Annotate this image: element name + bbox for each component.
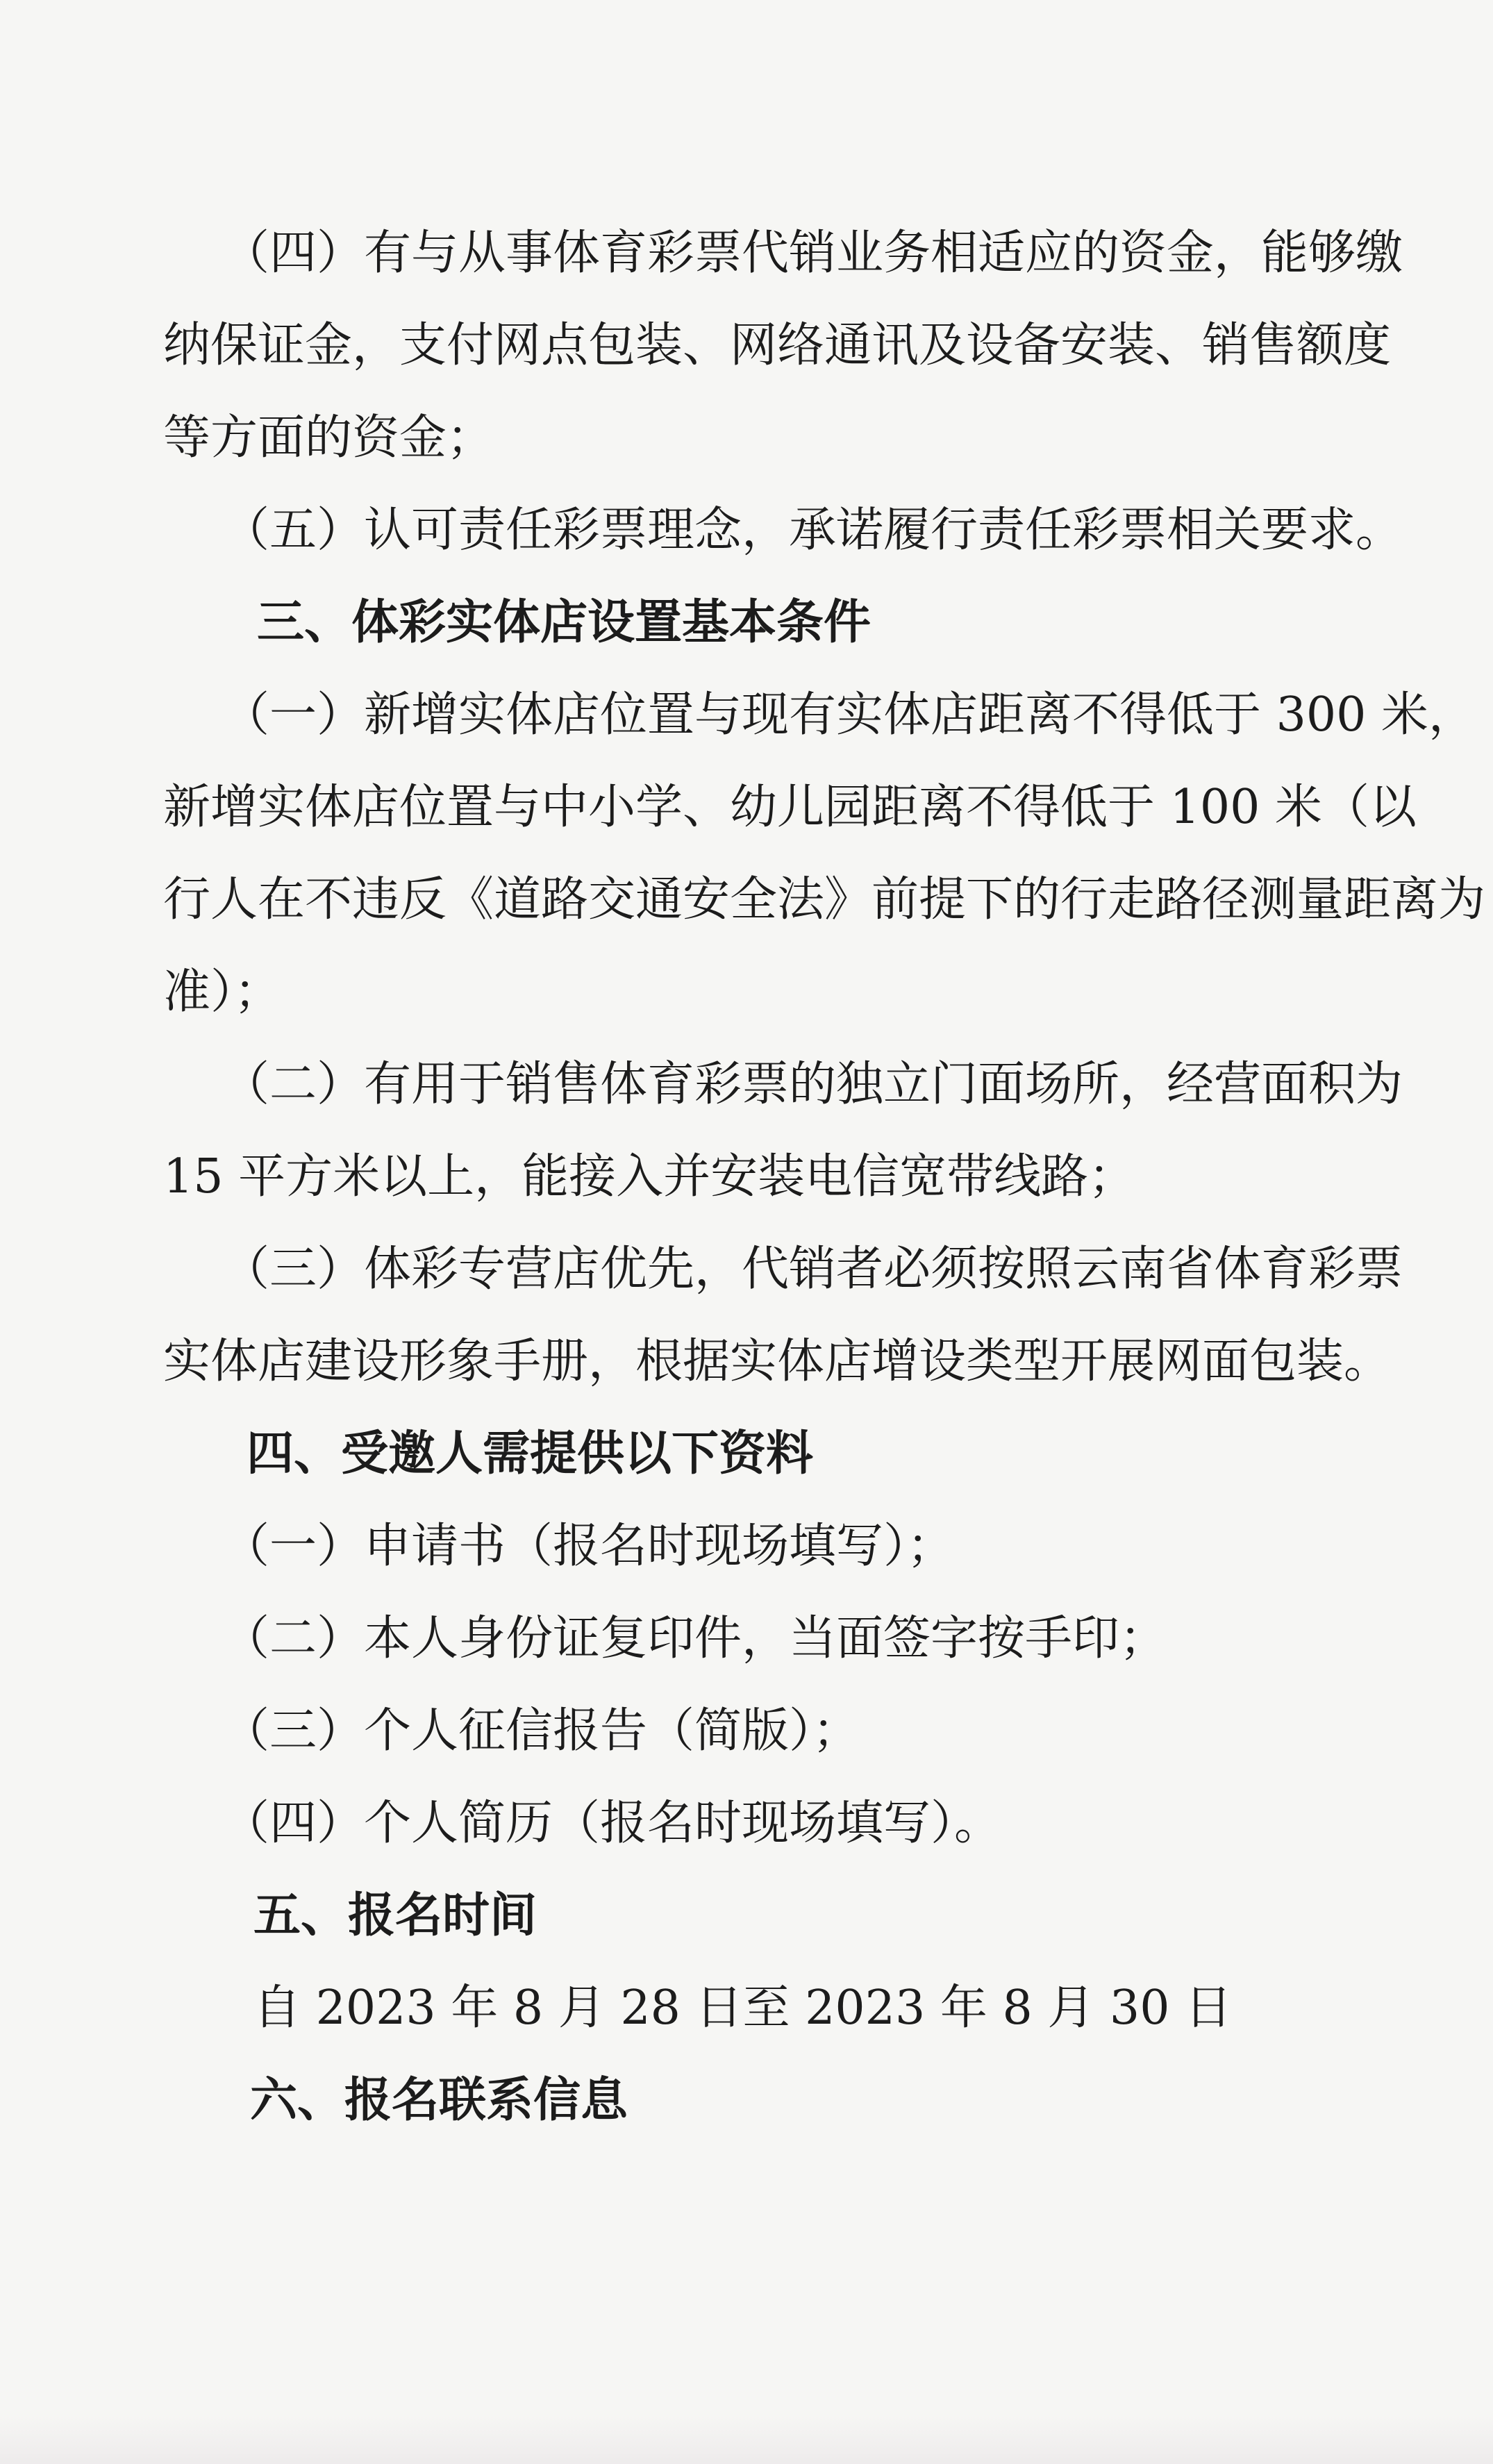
store-distance-line-1: （一）新增实体店位置与现有实体店距离不得低于 300 米， (222, 688, 1476, 742)
material-item-id-copy: （二）本人身份证复印件，当面签字按手印； (222, 1611, 1167, 1666)
section4-heading: 四、受邀人需提供以下资料 (247, 1426, 814, 1481)
store-premises-line-1: （二）有用于销售体育彩票的独立门面场所，经营面积为 (222, 1057, 1403, 1112)
store-image-line-1: （三）体彩专营店优先，代销者必须按照云南省体育彩票 (222, 1242, 1403, 1297)
store-distance-line-3: 行人在不违反《道路交通安全法》前提下的行走路径测量距离为 (163, 872, 1486, 927)
registration-period: 自 2023 年 8 月 28 日至 2023 年 8 月 30 日 (253, 1981, 1233, 2036)
material-item-resume: （四）个人简历（报名时现场填写）。 (222, 1796, 1002, 1851)
store-image-line-2: 实体店建设形象手册，根据实体店增设类型开展网面包装。 (163, 1334, 1392, 1389)
item-responsible-lottery: （五）认可责任彩票理念，承诺履行责任彩票相关要求。 (222, 503, 1403, 558)
section5-heading: 五、报名时间 (253, 1888, 537, 1943)
material-item-application: （一）申请书（报名时现场填写）； (222, 1519, 955, 1574)
store-distance-line-2: 新增实体店位置与中小学、幼儿园距离不得低于 100 米（以 (163, 780, 1417, 835)
page-bottom-shadow (0, 2415, 1493, 2464)
item-capital-line-3: 等方面的资金； (163, 410, 494, 465)
material-item-credit-report: （三）个人征信报告（简版）； (222, 1704, 860, 1758)
store-distance-line-4: 准）； (163, 965, 282, 1019)
section3-heading: 三、体彩实体店设置基本条件 (257, 595, 871, 650)
item-capital-line-1: （四）有与从事体育彩票代销业务相适应的资金，能够缴 (222, 226, 1403, 281)
store-premises-line-2: 15 平方米以上，能接入并安装电信宽带线路； (163, 1149, 1136, 1204)
item-capital-line-2: 纳保证金，支付网点包装、网络通讯及设备安装、销售额度 (163, 318, 1392, 373)
section6-heading: 六、报名联系信息 (250, 2073, 628, 2128)
